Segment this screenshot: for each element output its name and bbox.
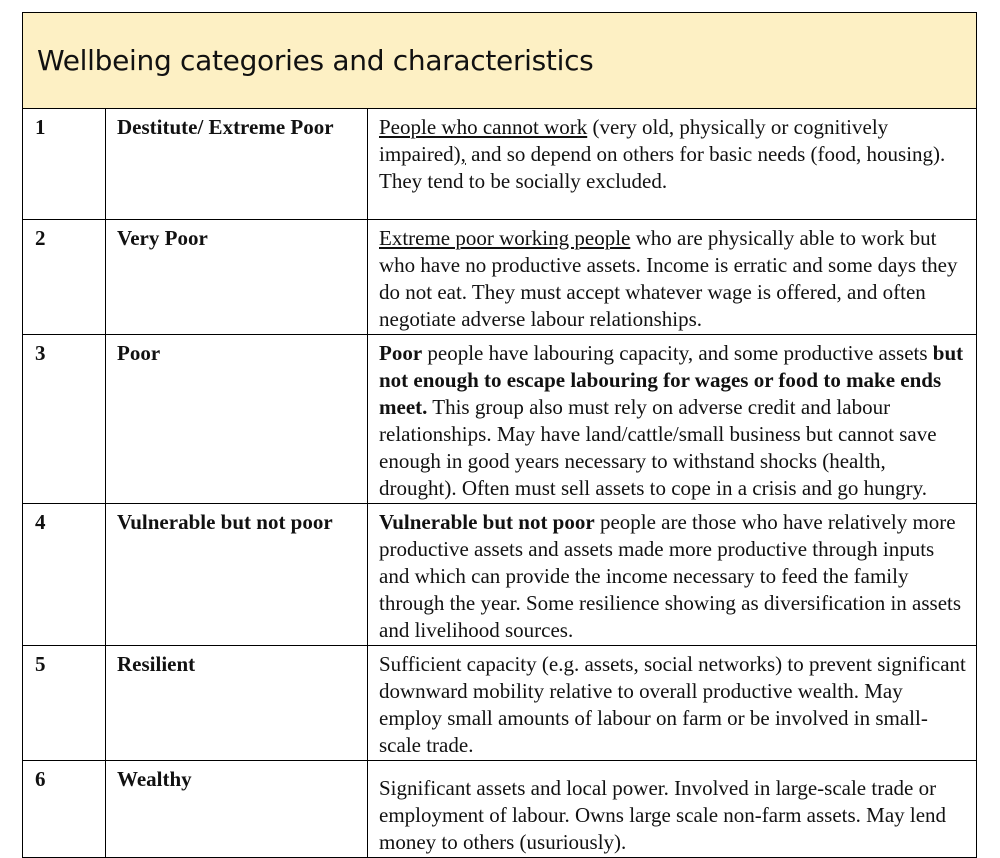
category-description — [368, 109, 977, 219]
table-row — [23, 334, 976, 503]
table-row — [23, 109, 976, 219]
category-description — [368, 334, 977, 503]
table-row — [23, 760, 976, 857]
row-number: 3 — [23, 334, 106, 503]
description-text: who are physically able to work but who have no productive assets. Income is erratic and some days they do not eat. They must accept whatever wage is offered, and often negotiate adverse labour relationships. — [379, 225, 958, 331]
table-row — [23, 503, 976, 645]
wellbeing-table-container — [22, 12, 977, 858]
category-name: Resilient — [106, 645, 368, 760]
row-number: 2 — [23, 219, 106, 334]
description-comma: , — [460, 142, 466, 166]
description-text: This group also must rely on adverse credit and labour relationships. May have land/cattle/small business but cannot save enough in good years necessary to withstand shocks (health, drought). Often must sell assets to cope in a crisis and go hungry. — [379, 394, 937, 500]
row-number: 5 — [23, 645, 106, 760]
description-lead: Poor — [379, 340, 423, 365]
description-text: (very old, physically or cognitively impaired) — [379, 115, 889, 166]
description-lead: Vulnerable but not poor — [379, 509, 595, 534]
row-number: 4 — [23, 503, 106, 645]
table-title: Wellbeing categories and characteristics — [37, 44, 594, 77]
category-description: Significant assets and local power. Involved in large-scale trade or employment of labour. Owns large scale non-farm assets. May lend money to others (usuriously). — [368, 760, 977, 857]
description-text: and so depend on others for basic needs (food, housing). They tend to be socially excluded. — [379, 142, 946, 193]
category-name: Poor — [106, 334, 368, 503]
category-name: Very Poor — [106, 219, 368, 334]
category-description — [368, 503, 977, 645]
category-name: Vulnerable but not poor — [106, 503, 368, 645]
row-number: 1 — [23, 109, 106, 219]
table-row — [23, 645, 976, 760]
category-description: Sufficient capacity (e.g. assets, social networks) to prevent significant downward mobility relative to overall productive wealth. May employ small amounts of labour on farm or be involved in small-scale trade. — [368, 645, 977, 760]
description-bold-text: but not enough to escape labouring for wages or food to make ends meet. — [379, 340, 964, 419]
table-row — [23, 219, 976, 334]
description-text: people are those who have relatively more productive assets and assets made more productive through inputs and which can provide the income necessary to feed the family through the year. Some resilience showing as diversification in assets and livelihood sources. — [379, 509, 962, 642]
category-name: Destitute/ Extreme Poor — [106, 109, 368, 219]
wellbeing-table — [23, 109, 976, 857]
description-lead: Extreme poor working people — [379, 225, 631, 250]
category-name: Wealthy — [106, 760, 368, 857]
description-text: people have labouring capacity, and some productive assets — [422, 340, 933, 365]
table-title-bar — [23, 13, 976, 109]
description-lead: People who cannot work — [379, 115, 588, 139]
row-number: 6 — [23, 760, 106, 857]
category-description — [368, 219, 977, 334]
